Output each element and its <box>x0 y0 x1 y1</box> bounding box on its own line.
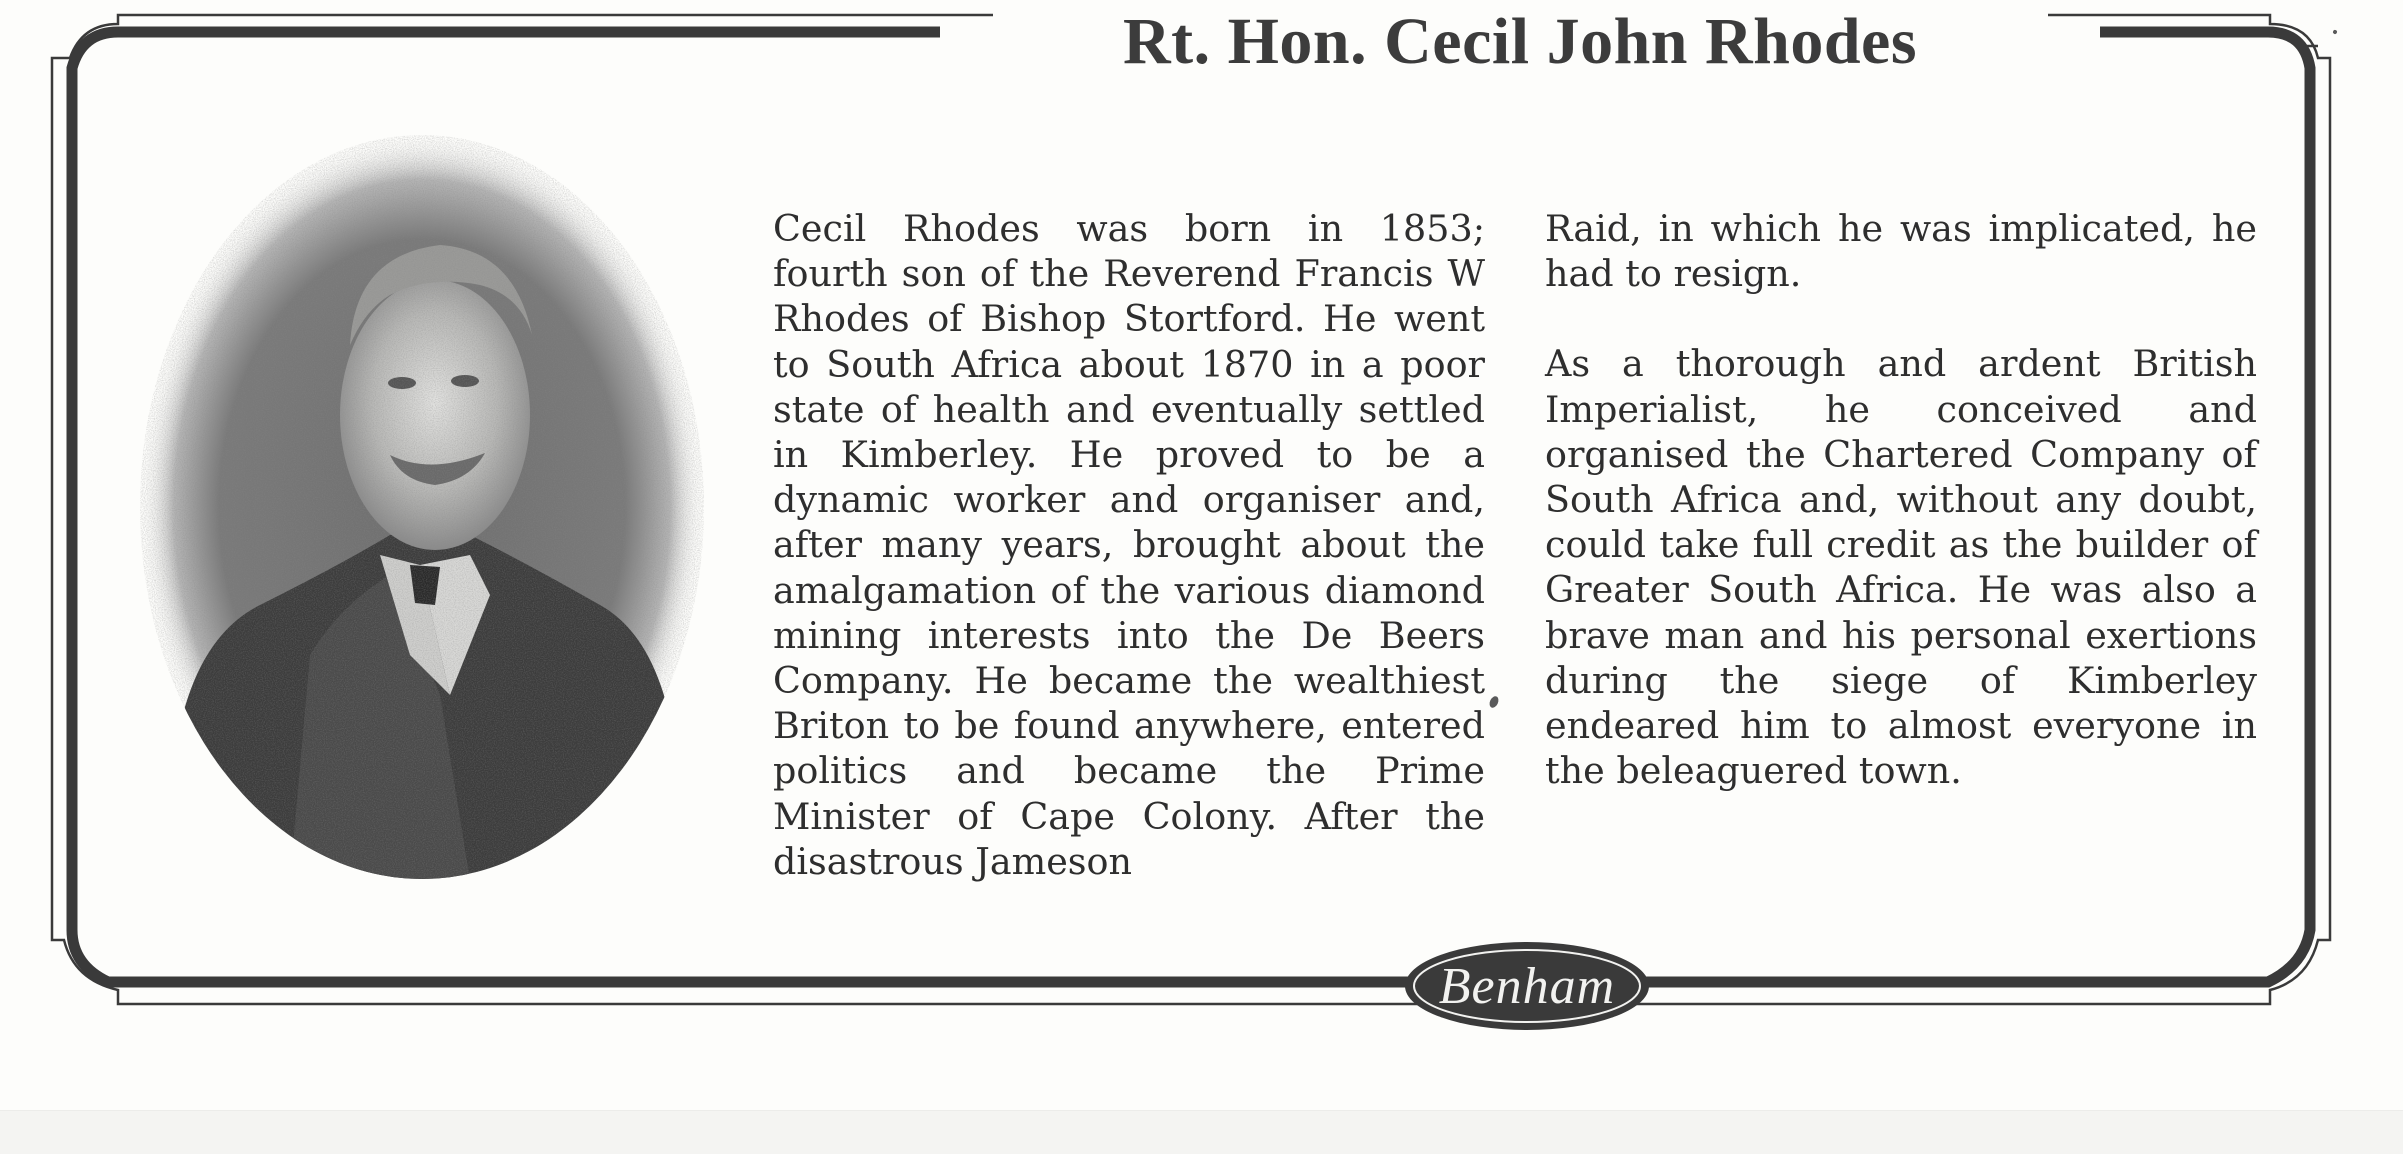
biography-paragraph-1: Cecil Rhodes was born in 1853; fourth son of the Reverend Francis W Rhodes of Bishop Stortford. He went to South Africa about 1870 in a poor state of health and eventually settled in Kimberley. He proved to be a dynamic worker and organiser and, after many years, brought about the amalgamation of the various diamond mining interests into the De Beers Company. He became the wealthiest Briton to be found anywhere, entered politics and became the Prime Minister of Cape Colony. After the disastrous Jameson <box>773 207 1485 883</box>
page-title: Rt. Hon. Cecil John Rhodes <box>1122 5 1918 78</box>
benham-logo <box>1400 937 1654 1035</box>
portrait-photo <box>140 135 705 880</box>
biography-paragraph-3: As a thorough and ardent British Imperialist, he conceived and organised the Chartered Company of South Africa and, without any doubt, could take full credit as the builder of Greater South Africa. He was also a brave man and his personal exertions during the siege of Kimberley endeared him to almost everyone in the beleaguered town. <box>1545 342 2257 793</box>
logo-text: Benham <box>1438 957 1616 1015</box>
biography-paragraph-2: Raid, in which he was implicated, he had to resign. <box>1545 207 2257 296</box>
biography-right-column <box>1545 206 2257 793</box>
biography-left-column <box>773 206 1485 884</box>
